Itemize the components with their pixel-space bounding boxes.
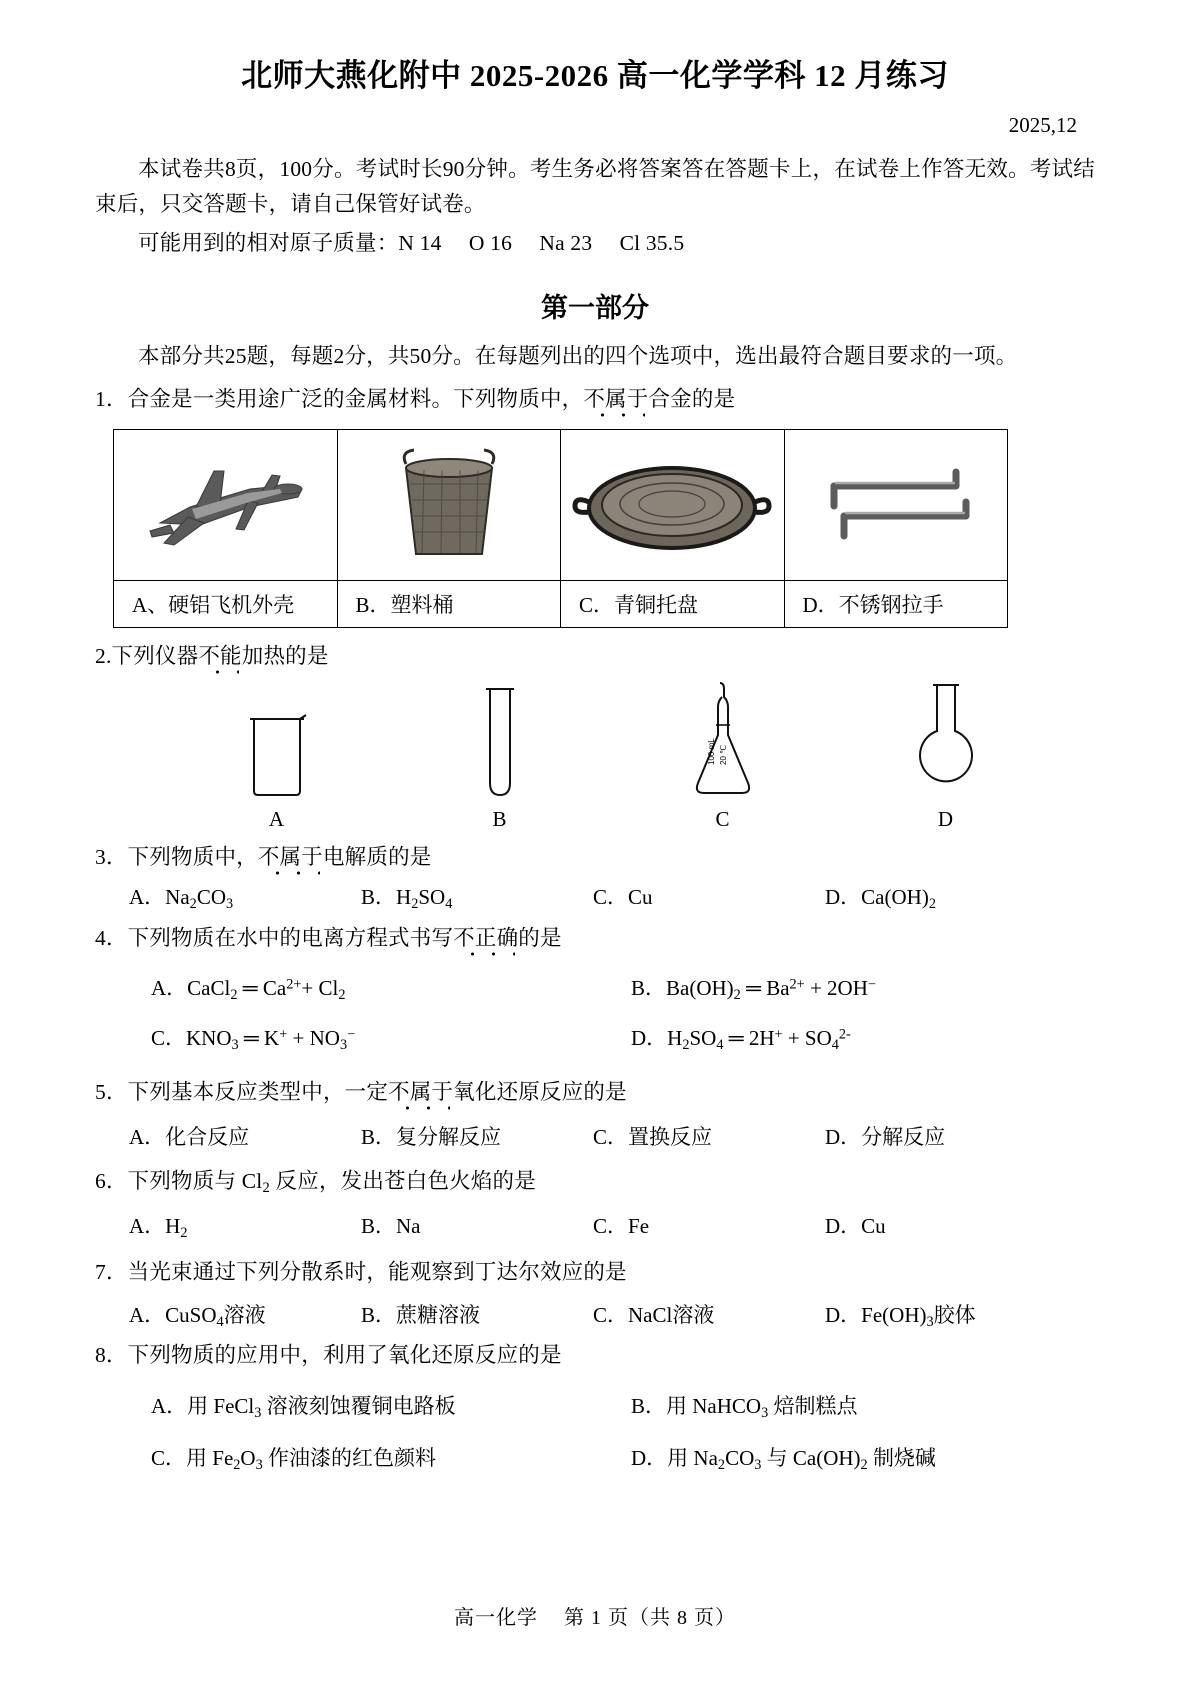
option-b[interactable] — [361, 881, 593, 913]
option-b-label: B． — [361, 1213, 397, 1238]
option-c[interactable] — [151, 1022, 631, 1054]
option-d-value: $Fe(OH)_3$胶体 — [861, 1302, 976, 1330]
intro-paragraph: 本试卷共8页，100分。考试时长90分钟。考生务必将答案答在答题卡上，在试卷上作答无效。考试结束后，只交答题卡，请自己保管好试卷。 — [95, 157, 1095, 216]
option-b[interactable] — [361, 1210, 593, 1242]
option-b-value: $H_2SO_4$ — [396, 885, 453, 913]
image-cell-b — [337, 429, 561, 580]
question-2-text-b: 加热的是 — [241, 643, 329, 668]
option-a-label: A． — [151, 1394, 188, 1419]
volumetric-flask-icon — [684, 679, 762, 801]
option-a-label: A． — [129, 1302, 166, 1327]
question-4-text-a: 下列物质在水中的电离方程式书写 — [127, 926, 454, 951]
apparatus-label-b: B — [492, 806, 507, 831]
airplane-icon — [130, 445, 320, 565]
question-8-number: 8． — [95, 1342, 128, 1367]
option-d-label: D． — [631, 1446, 668, 1471]
option-b[interactable] — [361, 1299, 593, 1331]
question-2-emphasis: 不能 — [198, 643, 242, 668]
question-7-number: 7． — [95, 1259, 128, 1284]
question-6-stem — [95, 1165, 1095, 1200]
caption-c: C．青铜托盘 — [561, 580, 785, 627]
bronze-tray-icon — [567, 450, 777, 560]
option-b-value: $Ba(OH)_2$ ═ $Ba^{2+} + 2OH^-$ — [666, 975, 876, 1003]
question-5-options — [95, 1121, 1095, 1151]
question-3-text-b: 电解质的是 — [322, 844, 432, 869]
apparatus-label-c: C — [715, 806, 730, 831]
question-1-stem — [95, 383, 1095, 416]
option-d-value: Cu — [861, 1213, 886, 1238]
round-bottom-flask-icon — [903, 679, 989, 801]
apparatus-a — [165, 679, 388, 832]
page-footer — [0, 1601, 1190, 1630]
test-tube-icon — [478, 683, 522, 801]
apparatus-d — [834, 679, 1057, 832]
option-b-label: B． — [631, 1394, 667, 1419]
option-d[interactable] — [631, 1442, 1111, 1474]
image-cell-a — [114, 429, 338, 580]
question-6-text: 下列物质与 $Cl_2$ 反应，发出苍白色火焰的是 — [127, 1168, 536, 1196]
question-3-emphasis: 不属于 — [257, 844, 323, 869]
option-b-value: 蔗糖溶液 — [396, 1302, 481, 1327]
option-a-label: A． — [129, 1213, 166, 1238]
option-a-value: CuSO$_4$溶液 — [165, 1302, 266, 1330]
question-4-options-row1 — [95, 972, 1095, 1004]
question-6-number: 6． — [95, 1168, 128, 1193]
option-c[interactable] — [593, 1121, 825, 1151]
option-c-value: Cu — [628, 885, 653, 910]
question-6-options — [95, 1210, 1095, 1242]
question-5-emphasis: 不属于 — [388, 1079, 454, 1104]
question-2-text-a: 下列仪器 — [111, 643, 199, 668]
option-a-value: 化合反应 — [165, 1124, 250, 1149]
option-a-label: A． — [129, 1124, 166, 1149]
table-row-captions — [114, 580, 1008, 627]
option-d[interactable] — [825, 1121, 1057, 1151]
question-3-text-a: 下列物质中， — [127, 844, 258, 869]
question-7-options — [95, 1299, 1095, 1331]
option-c-label: C． — [151, 1446, 187, 1471]
option-a[interactable] — [129, 1121, 361, 1151]
option-a-value: 用 FeCl$_3$ 溶液刻蚀覆铜电路板 — [187, 1394, 456, 1422]
option-d[interactable] — [825, 1299, 1057, 1331]
question-4-emphasis: 不正确 — [453, 926, 519, 951]
apparatus-label-a: A — [268, 806, 285, 831]
option-a[interactable] — [151, 972, 631, 1004]
option-c[interactable] — [593, 1210, 825, 1242]
exam-date: 2025,12 — [1008, 113, 1077, 137]
apparatus-label-d: D — [937, 806, 954, 831]
question-1-number: 1． — [95, 387, 128, 412]
question-4-text-b: 的是 — [518, 926, 562, 951]
question-1-text-b: 合金的是 — [648, 387, 736, 412]
option-c-label: C． — [151, 1025, 187, 1050]
option-d-value: $Ca(OH)_2$ — [861, 885, 936, 913]
question-4-stem — [95, 922, 1095, 955]
question-5-number: 5． — [95, 1079, 128, 1104]
question-3-stem — [95, 841, 1095, 874]
section-instruction: 本部分共25题，每题2分，共50分。在每题列出的四个选项中，选出最符合题目要求的一项。 — [138, 344, 1018, 369]
option-d-value: $H_2SO_4$ ═ $2H^+ + SO_4^{2-}$ — [667, 1025, 851, 1053]
apparatus-c — [611, 679, 834, 832]
option-b-label: B． — [361, 885, 397, 910]
image-cell-c — [561, 429, 785, 580]
table-row-images — [114, 429, 1008, 580]
question-3-options — [95, 881, 1095, 913]
option-d-label: D． — [825, 1124, 862, 1149]
option-c[interactable] — [593, 1299, 825, 1331]
option-c-value: NaCl溶液 — [628, 1302, 715, 1327]
page-title: 北师大燕化附中 2025-2026 高一化学学科 12 月练习 — [241, 58, 949, 93]
atomic-mass-note: 可能用到的相对原子质量：N 14 O 16 Na 23 Cl 35.5 — [138, 230, 685, 255]
option-b-value: Na — [396, 1213, 421, 1238]
caption-a: A、硬铝飞机外壳 — [114, 580, 338, 627]
question-3-number: 3． — [95, 844, 128, 869]
question-8-options-row2 — [95, 1442, 1095, 1474]
option-b[interactable] — [361, 1121, 593, 1151]
option-a-value: CaCl$_2$ ═ $Ca^{2+}+ Cl_2$ — [187, 975, 346, 1003]
option-b-label: B． — [631, 975, 667, 1000]
question-7-stem — [95, 1256, 1095, 1289]
flask-temp-mark: 20 ℃ — [718, 744, 728, 765]
option-c-label: C． — [593, 1302, 629, 1327]
option-a-label: A． — [151, 975, 188, 1000]
option-c-value: 用 $Fe_2O_3$ 作油漆的红色颜料 — [186, 1446, 436, 1474]
caption-b: B．塑料桶 — [337, 580, 561, 627]
option-a-value: $H_2$ — [165, 1213, 188, 1241]
section-heading: 第一部分 — [541, 293, 649, 324]
question-4-number: 4． — [95, 926, 128, 951]
option-a[interactable] — [129, 1299, 361, 1331]
question-2-number: 2. — [95, 643, 112, 668]
question-2-apparatus-row — [95, 679, 1095, 832]
footer-page-number: 第 1 页（共 8 页） — [564, 1607, 736, 1629]
beaker-icon — [242, 705, 312, 801]
question-1-emphasis: 不属于 — [583, 387, 649, 412]
option-b[interactable] — [631, 972, 1111, 1004]
option-c-label: C． — [593, 885, 629, 910]
question-1-text-a: 合金是一类用途广泛的金属材料。下列物质中， — [127, 387, 584, 412]
question-8-stem — [95, 1339, 1095, 1372]
option-b-value: 复分解反应 — [396, 1124, 502, 1149]
caption-d: D．不锈钢拉手 — [784, 580, 1008, 627]
option-a[interactable] — [129, 881, 361, 913]
option-c[interactable] — [593, 881, 825, 913]
option-a[interactable] — [129, 1210, 361, 1242]
question-5-text-a: 下列基本反应类型中，一定 — [127, 1079, 389, 1104]
footer-subject: 高一化学 — [454, 1607, 538, 1629]
question-8-options-row1 — [95, 1390, 1095, 1422]
option-d[interactable] — [825, 1210, 1057, 1242]
flask-volume-mark: 100 mL — [706, 738, 716, 765]
option-c-value: Fe — [628, 1213, 650, 1238]
option-b-label: B． — [361, 1302, 397, 1327]
option-a-value: $Na_2CO_3$ — [165, 885, 234, 913]
option-c-value: 置换反应 — [628, 1124, 713, 1149]
option-d[interactable] — [825, 881, 1057, 913]
image-cell-d — [784, 429, 1008, 580]
question-5-text-b: 氧化还原反应的是 — [453, 1079, 627, 1104]
option-c-label: C． — [593, 1124, 629, 1149]
option-c-label: C． — [593, 1213, 629, 1238]
bucket-icon — [384, 442, 514, 567]
question-5-stem — [95, 1076, 1095, 1109]
option-d-value: 用 $Na_2CO_3$ 与 $Ca(OH)_2$ 制烧碱 — [667, 1446, 936, 1474]
question-4-options-row2 — [95, 1022, 1095, 1054]
option-c[interactable] — [151, 1442, 631, 1474]
option-d[interactable] — [631, 1022, 1111, 1054]
option-b-value: 用 NaHCO$_3$ 焙制糕点 — [666, 1394, 858, 1422]
question-7-text: 当光束通过下列分散系时，能观察到丁达尔效应的是 — [127, 1259, 627, 1284]
question-8-text: 下列物质的应用中，利用了氧化还原反应的是 — [127, 1342, 562, 1367]
option-a[interactable] — [151, 1390, 631, 1422]
option-d-label: D． — [631, 1025, 668, 1050]
option-d-label: D． — [825, 1213, 862, 1238]
option-b-label: B． — [361, 1124, 397, 1149]
option-d-value: 分解反应 — [861, 1124, 946, 1149]
option-d-label: D． — [825, 885, 862, 910]
option-a-label: A． — [129, 885, 166, 910]
option-b[interactable] — [631, 1390, 1111, 1422]
option-d-label: D． — [825, 1302, 862, 1327]
apparatus-b — [388, 679, 611, 832]
question-2-stem — [95, 640, 1095, 673]
door-handle-icon — [806, 450, 986, 560]
question-1-image-table — [113, 429, 1008, 628]
option-c-value: $KNO_3$ ═ $K^+ + NO_3^-$ — [186, 1025, 356, 1053]
